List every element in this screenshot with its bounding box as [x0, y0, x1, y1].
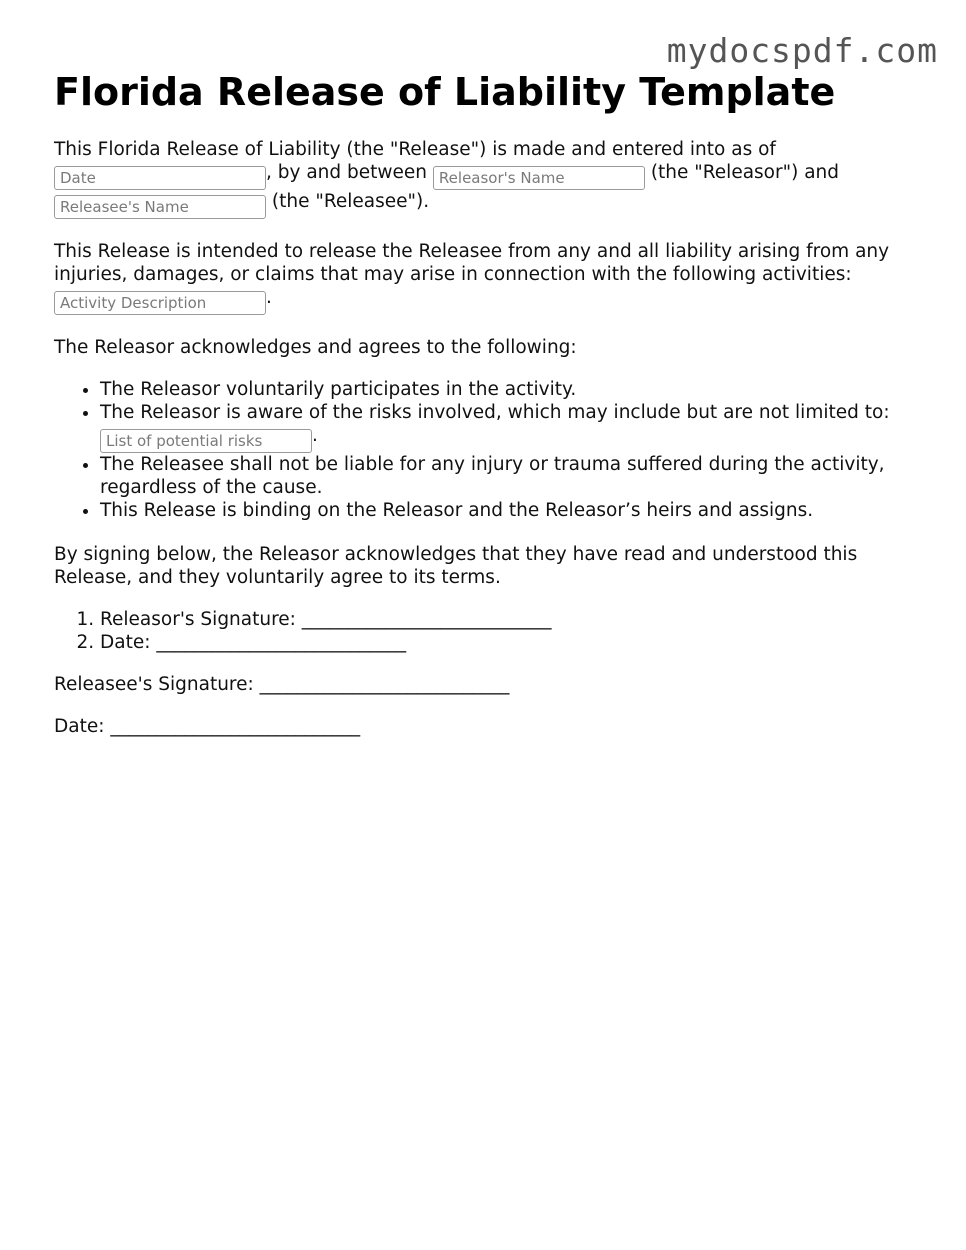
acknowledge-intro: The Releasor acknowledges and agrees to the following:: [54, 337, 577, 358]
purpose-paragraph: [54, 240, 924, 315]
intro-text-2: , by and between: [266, 162, 428, 183]
list-item-text: The Releasor is aware of the risks involved, which may include but are not limited to:: [100, 402, 890, 423]
releasor-date-line: Date: ___________________________: [100, 632, 407, 653]
purpose-period: .: [266, 287, 272, 308]
list-item-text: The Releasor voluntarily participates in the activity.: [100, 379, 577, 400]
list-item: [100, 378, 924, 401]
list-item: [100, 401, 924, 453]
acknowledgement-list: [54, 378, 924, 522]
releasor-name-input[interactable]: [433, 166, 645, 190]
list-item: [100, 453, 924, 499]
intro-paragraph: [54, 138, 924, 219]
list-item: [100, 631, 924, 654]
releasee-signature-line: [54, 673, 924, 696]
releasee-signature-text: Releasee's Signature: ___________________________: [54, 674, 510, 695]
list-item: [100, 608, 924, 631]
activity-description-input[interactable]: [54, 291, 266, 315]
intro-text-1: This Florida Release of Liability (the "Release") is made and entered into as of: [54, 139, 776, 160]
signature-list: [54, 608, 924, 654]
document-page: [54, 68, 924, 738]
releasee-date-text: Date: ___________________________: [54, 716, 361, 737]
list-item-period: .: [312, 425, 318, 446]
intro-text-4: (the "Releasee").: [271, 191, 430, 212]
list-item-text: The Releasee shall not be liable for any injury or trauma suffered during the activity, regardless of the cause.: [100, 454, 885, 498]
releasee-name-input[interactable]: [54, 195, 266, 219]
releasee-date-line: [54, 715, 924, 738]
list-item-text: This Release is binding on the Releasor and the Releasor’s heirs and assigns.: [100, 500, 814, 521]
potential-risks-input[interactable]: [100, 429, 312, 453]
page-title: Florida Release of Liability Template: [54, 70, 836, 114]
releasor-signature-line: Releasor's Signature: ___________________________: [100, 609, 552, 630]
list-item: [100, 499, 924, 522]
date-input[interactable]: [54, 166, 266, 190]
closing-paragraph: By signing below, the Releasor acknowledges that they have read and understood this Release, and they voluntarily agree to its terms.: [54, 544, 858, 588]
intro-text-3: (the "Releasor") and: [650, 162, 840, 183]
watermark: mydocspdf.com: [666, 31, 938, 70]
purpose-text: This Release is intended to release the Releasee from any and all liability arising from any injuries, damages, or claims that may arise in connection with the following activities:: [54, 241, 890, 285]
